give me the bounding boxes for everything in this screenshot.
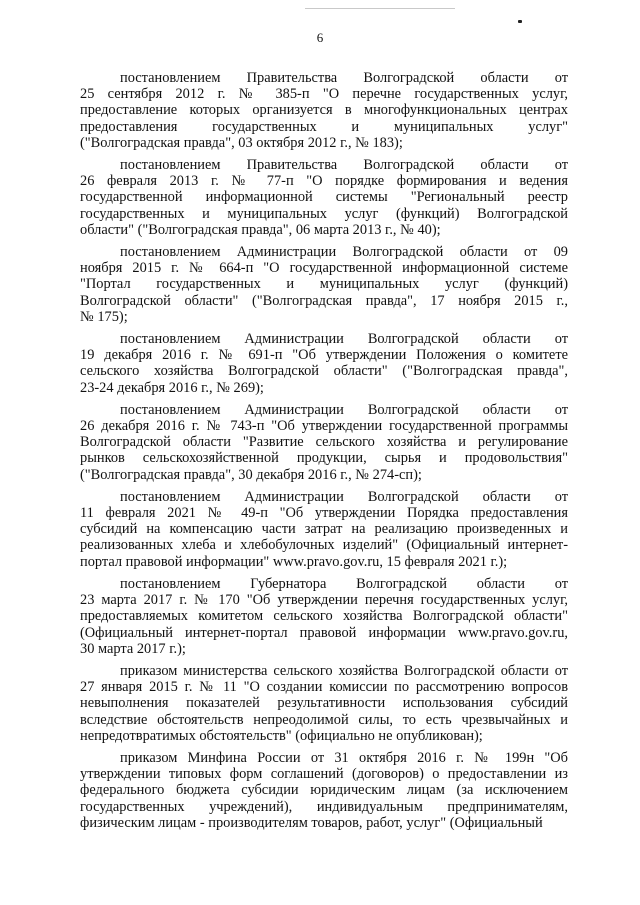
text-line: "Портал государственных и муниципальных услуг (функций): [80, 276, 568, 293]
page-number: 6: [316, 30, 324, 45]
text-line: государственной информационной системы "Региональный реестр: [80, 189, 568, 206]
text-line: невыполнения показателей результативности использования субсидий: [80, 695, 568, 712]
text-line: 23 марта 2017 г. № 170 "Об утверждении перечня государственных услуг,: [80, 592, 568, 609]
text-line: ноября 2015 г. № 664-п "О государственной информационной системе: [80, 260, 568, 277]
text-line: рынков сельскохозяйственной продукции, сырья и продовольствия": [80, 450, 568, 467]
text-line: Волгоградской области" ("Волгоградская правда", 17 ноября 2015 г.,: [80, 292, 568, 309]
text-line: ("Волгоградская правда", 30 декабря 2016 г., № 274-сп);: [80, 466, 422, 483]
text-line: (Официальный интернет-портал правовой информации www.pravo.gov.ru,: [80, 624, 568, 641]
text-line: реализованных хлеба и хлебобулочных изделий" (Официальный интернет-: [80, 537, 568, 554]
text-line: предоставления государственных и муниципальных услуг": [80, 118, 568, 135]
scan-speck: [518, 20, 522, 23]
text-line: 23-24 декабря 2016 г., № 269);: [80, 379, 264, 396]
text-line: государственных и муниципальных услуг (функций) Волгоградской: [80, 205, 568, 222]
text-line: постановлением Администрации Волгоградской области от 09: [120, 244, 568, 261]
list-item: [80, 244, 568, 325]
text-line: постановлением Правительства Волгоградской области от: [120, 157, 568, 174]
text-line: 25 сентября 2012 г. № 385-п "О перечне государственных услуг,: [80, 86, 568, 103]
text-line: 30 марта 2017 г.);: [80, 640, 186, 657]
text-line: № 175);: [80, 308, 128, 325]
text-line: постановлением Губернатора Волгоградской области от: [120, 575, 568, 592]
list-item: [80, 576, 568, 657]
text-line: постановлением Администрации Волгоградской области от: [120, 331, 568, 348]
text-line: 26 декабря 2016 г. № 743-п "Об утверждении государственной программы: [80, 418, 568, 435]
text-line: утверждении типовых форм соглашений (договоров) о предоставлении из: [80, 766, 568, 783]
list-item: [80, 750, 568, 831]
text-line: 27 января 2015 г. № 11 "О создании комиссии по рассмотрению вопросов: [80, 679, 568, 696]
list-item: [80, 489, 568, 570]
text-line: 19 декабря 2016 г. № 691-п "Об утверждении Положения о комитете: [80, 347, 568, 364]
text-line: постановлением Администрации Волгоградской области от: [120, 488, 568, 505]
text-line: вследствие обстоятельств непреодолимой силы, то есть чрезвычайных и: [80, 711, 568, 728]
list-item: [80, 663, 568, 744]
document-body: [80, 70, 568, 837]
text-line: приказом Минфина России от 31 октября 2016 г. № 199н "Об: [120, 749, 568, 766]
list-item: [80, 402, 568, 483]
text-line: области" ("Волгоградская правда", 06 марта 2013 г., № 40);: [80, 221, 441, 238]
text-line: сельского хозяйства Волгоградской области" ("Волгоградская правда",: [80, 363, 568, 380]
scan-edge-line: [305, 8, 455, 9]
text-line: портал правовой информации" www.pravo.gov.ru, 15 февраля 2021 г.);: [80, 553, 508, 570]
list-item: [80, 157, 568, 238]
text-line: постановлением Правительства Волгоградской области от: [120, 70, 568, 86]
text-line: предоставление которых организуется в многофункциональных центрах: [80, 102, 568, 119]
text-line: ("Волгоградская правда", 03 октября 2012 г., № 183);: [80, 134, 403, 151]
text-line: предоставляемых комитетом сельского хозяйства Волгоградской области": [80, 608, 568, 625]
text-line: постановлением Администрации Волгоградской области от: [120, 401, 568, 418]
text-line: федерального бюджета субсидии юридическим лицам (за исключением: [80, 782, 568, 799]
list-item: [80, 70, 568, 151]
list-item: [80, 331, 568, 396]
text-line: Волгоградской области "Развитие сельского хозяйства и регулирование: [80, 434, 568, 451]
text-line: субсидий на компенсацию части затрат на реализацию произведенных и: [80, 521, 568, 538]
text-line: 26 февраля 2013 г. № 77-п "О порядке формирования и ведения: [80, 173, 568, 190]
text-line: физическим лицам - производителям товаров, работ, услуг" (Официальный: [80, 814, 543, 831]
text-line: 11 февраля 2021 № 49-п "Об утверждении Порядка предоставления: [80, 505, 568, 522]
text-line: приказом министерства сельского хозяйства Волгоградской области от: [120, 662, 568, 679]
text-line: государственных учреждений), индивидуальным предпринимателям,: [80, 798, 568, 815]
text-line: непредотвратимых обстоятельств" (официально не опубликован);: [80, 727, 483, 744]
